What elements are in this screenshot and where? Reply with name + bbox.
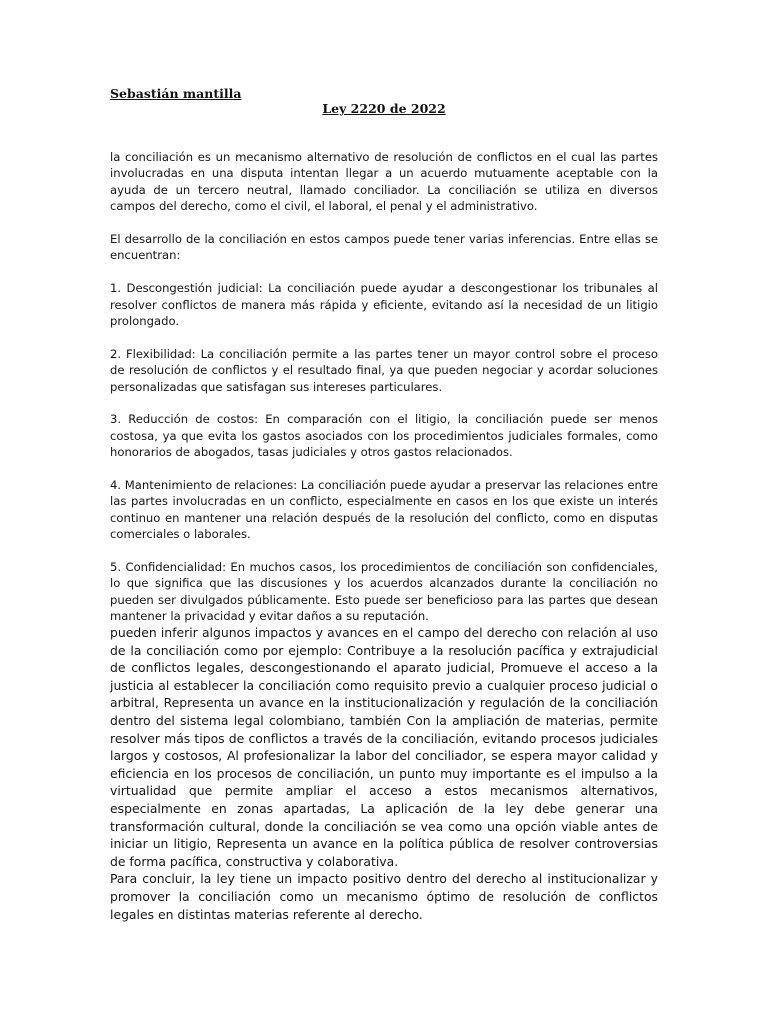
analysis-section bbox=[110, 624, 658, 923]
list-item-reduccion-costos: 3. Reducción de costos: En comparación con el litigio, la conciliación puede ser menos costosa, ya que evita los gastos asociados con los procedimientos judiciales formales, como honorarios de abogados, tasas judiciales y otros gastos relacionados. bbox=[110, 412, 658, 460]
document-title: Ley 2220 de 2022 bbox=[322, 101, 446, 116]
intro-section bbox=[110, 149, 658, 625]
list-item-confidencialidad: 5. Confidencialidad: En muchos casos, los procedimientos de conciliación son confidenciales, lo que significa que las discusiones y los acuerdos alcanzados durante la conciliación no pueden ser divulgados públicamente. Esto puede ser beneficioso para las partes que desean mantener la privacidad y evitar daños a su reputación. bbox=[110, 560, 658, 624]
paragraph-definition: la conciliación es un mecanismo alternativo de resolución de conflictos en el cual las partes involucradas en una disputa intentan llegar a un acuerdo mutuamente aceptable con la ayuda de un tercero neutral, llamado conciliador. La conciliación se utiliza en diversos campos del derecho, como el civil, el laboral, el penal y el administrativo. bbox=[110, 150, 658, 214]
list-item-descongestion: 1. Descongestión judicial: La conciliación puede ayudar a descongestionar los tribunales al resolver conflictos de manera más rápida y eficiente, evitando así la necesidad de un litigio prolongado. bbox=[110, 281, 658, 329]
list-item-mantenimiento-relaciones: 4. Mantenimiento de relaciones: La conciliación puede ayudar a preservar las relaciones entre las partes involucradas en un conflicto, especialmente en casos en los que existe un interés continuo en mantener una relación después de la resolución del conflicto, como en disputas comerciales o laborales. bbox=[110, 478, 658, 542]
paragraph-conclusion: Para concluir, la ley tiene un impacto positivo dentro del derecho al institucionalizar y promover la conciliación como un mecanismo óptimo de resolución de conflictos legales en distintas materias referente al derecho. bbox=[110, 871, 658, 922]
paragraph-analysis: pueden inferir algunos impactos y avances en el campo del derecho con relación al uso de la conciliación como por ejemplo: Contribuye a la resolución pacífica y extrajudicial de conflictos legales, descongestionando el aparato judicial, Promueve el acceso a la justicia al establecer la conciliación como requisito previo a cualquier proceso judicial o arbitral, Representa un avance en la institucionalización y regulación de la conciliación dentro del sistema legal colombiano, también Con la ampliación de materias, permite resolver más tipos de conflictos a través de la conciliación, evitando procesos judiciales largos y costosos, Al profesionalizar la labor del conciliador, se espera mayor calidad y eficiencia en los procesos de conciliación, un punto muy importante es el impulso a la virtualidad que permite ampliar el acceso a estos mecanismos alternativos, especialmente en zonas apartadas, La aplicación de la ley debe generar una transformación cultural, donde la conciliación se vea como una opción viable antes de iniciar un litigio, Representa un avance en la política pública de resolver controversias de forma pacífica, constructiva y colaborativa. bbox=[110, 625, 658, 869]
author-name: Sebastián mantilla bbox=[110, 86, 242, 101]
paragraph-inferences-intro: El desarrollo de la conciliación en estos campos puede tener varias inferencias. Entre ellas se encuentran: bbox=[110, 232, 658, 263]
list-item-flexibilidad: 2. Flexibilidad: La conciliación permite a las partes tener un mayor control sobre el proceso de resolución de conflictos y el resultado final, ya que pueden negociar y acordar soluciones personalizadas que satisfagan sus intereses particulares. bbox=[110, 346, 658, 394]
